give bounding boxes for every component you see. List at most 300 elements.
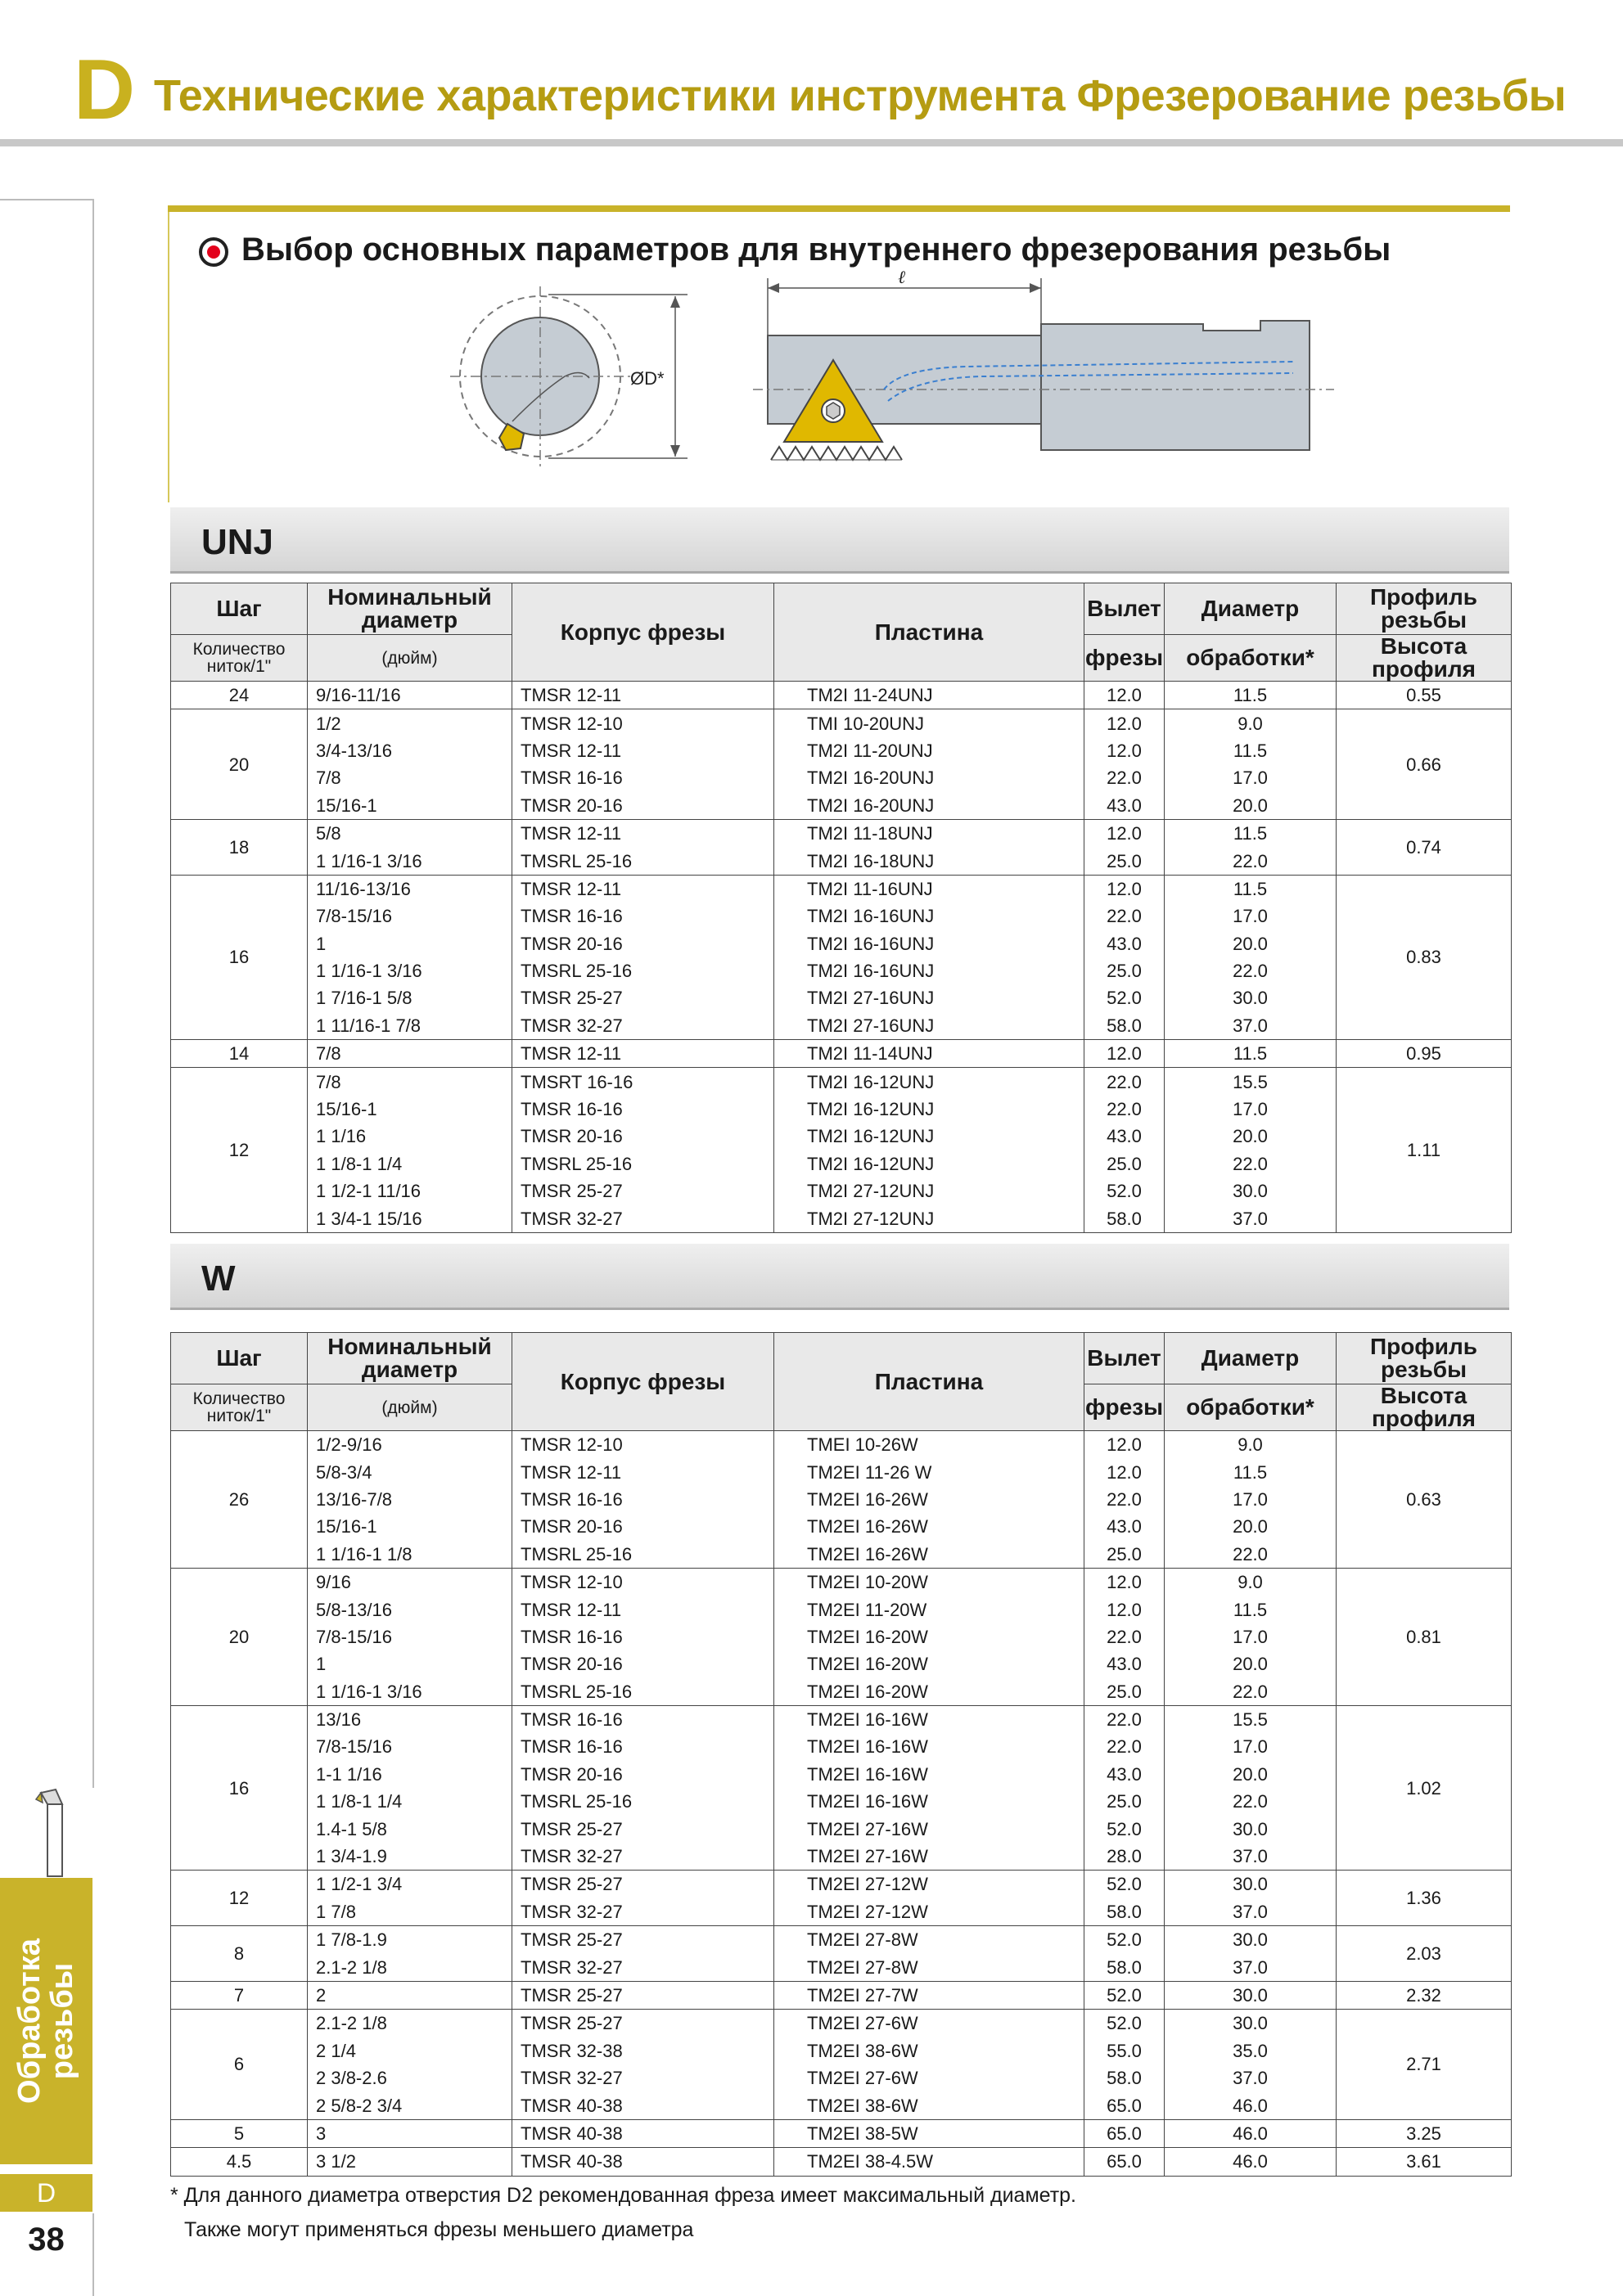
cutter-body-cell: TMSR 32-27 (512, 1843, 774, 1871)
nominal-diameter-cell: 2 1/4 (308, 2037, 512, 2064)
diameter-label: ØD* (630, 368, 665, 389)
machining-diameter-cell: 9.0 (1165, 1568, 1337, 1596)
table-row (171, 2148, 1512, 2176)
machining-diameter-cell: 30.0 (1165, 1815, 1337, 1842)
nominal-diameter-cell: 2.1-2 1/8 (308, 1953, 512, 1981)
machining-diameter-cell: 17.0 (1165, 764, 1337, 791)
col-overhang: Вылет (1084, 583, 1165, 635)
overhang-cell: 55.0 (1084, 2037, 1165, 2064)
machining-diameter-cell: 37.0 (1165, 1898, 1337, 1926)
cutter-body-cell: TMSR 25-27 (512, 1177, 774, 1204)
overhang-cell: 12.0 (1084, 1568, 1165, 1596)
cutter-body-cell: TMSR 32-27 (512, 1012, 774, 1040)
overhang-cell: 22.0 (1084, 1705, 1165, 1733)
profile-height-cell: 1.02 (1337, 1705, 1512, 1870)
overhang-cell: 43.0 (1084, 930, 1165, 957)
machining-diameter-cell: 30.0 (1165, 1871, 1337, 1898)
nominal-diameter-cell: 1 3/4-1.9 (308, 1843, 512, 1871)
overhang-cell: 22.0 (1084, 1068, 1165, 1096)
cutter-body-cell: TMSR 16-16 (512, 1705, 774, 1733)
insert-cell: TM2EI 16-16W (774, 1705, 1084, 1733)
cutter-body-cell: TMSR 40-38 (512, 2148, 774, 2176)
cutter-body-cell: TMSR 32-27 (512, 1953, 774, 1981)
machining-diameter-cell: 22.0 (1165, 1678, 1337, 1706)
table-row (171, 1926, 1512, 1954)
table-row (171, 1513, 1512, 1540)
table-row (171, 1541, 1512, 1569)
insert-cell: TM2I 27-12UNJ (774, 1177, 1084, 1204)
machining-diameter-cell: 17.0 (1165, 1733, 1337, 1760)
profile-height-cell: 2.71 (1337, 2010, 1512, 2120)
insert-cell: TM2EI 27-6W (774, 2064, 1084, 2091)
machining-diameter-cell: 46.0 (1165, 2119, 1337, 2147)
machining-diameter-cell: 35.0 (1165, 2037, 1337, 2064)
table-row (171, 2064, 1512, 2091)
nominal-diameter-cell: 5/8 (308, 819, 512, 847)
insert-cell: TM2I 16-16UNJ (774, 930, 1084, 957)
machining-diameter-cell: 37.0 (1165, 1012, 1337, 1040)
insert-cell: TM2EI 27-12W (774, 1871, 1084, 1898)
overhang-cell: 52.0 (1084, 1815, 1165, 1842)
insert-cell: TM2EI 16-26W (774, 1513, 1084, 1540)
insert-cell: TM2I 16-16UNJ (774, 903, 1084, 930)
table-row (171, 1678, 1512, 1706)
table-row (171, 1788, 1512, 1815)
machining-diameter-cell: 20.0 (1165, 1650, 1337, 1677)
nominal-diameter-cell: 7/8-15/16 (308, 1623, 512, 1650)
table-row (171, 1568, 1512, 1596)
insert-cell: TM2EI 16-26W (774, 1486, 1084, 1513)
overhang-cell: 12.0 (1084, 1458, 1165, 1485)
overhang-cell: 22.0 (1084, 764, 1165, 791)
col-diameter: Диаметр (1165, 1333, 1337, 1384)
table-row (171, 1761, 1512, 1788)
cutter-body-cell: TMSR 32-27 (512, 2064, 774, 2091)
col-pitch-sub: Количество ниток/1" (171, 635, 308, 682)
nominal-diameter-cell: 1 11/16-1 7/8 (308, 1012, 512, 1040)
machining-diameter-cell: 20.0 (1165, 792, 1337, 820)
col-body: Корпус фрезы (512, 1333, 774, 1431)
insert-cell: TM2EI 38-6W (774, 2037, 1084, 2064)
nominal-diameter-cell: 1 3/4-1 15/16 (308, 1204, 512, 1232)
machining-diameter-cell: 37.0 (1165, 1953, 1337, 1981)
section-frame-left (168, 212, 169, 502)
pitch-cell: 12 (171, 1068, 308, 1232)
cutter-body-cell: TMSR 25-27 (512, 1981, 774, 2009)
insert-cell: TM2I 27-12UNJ (774, 1204, 1084, 1232)
section-letter-badge: D (0, 2174, 92, 2212)
machining-diameter-cell: 20.0 (1165, 1761, 1337, 1788)
machining-diameter-cell: 46.0 (1165, 2091, 1337, 2119)
cutter-body-cell: TMSR 16-16 (512, 1486, 774, 1513)
table-row (171, 1431, 1512, 1459)
table-row (171, 764, 1512, 791)
cutter-body-cell: TMSRL 25-16 (512, 1788, 774, 1815)
table-row (171, 875, 1512, 903)
overhang-cell: 25.0 (1084, 1678, 1165, 1706)
insert-cell: TMEI 10-26W (774, 1431, 1084, 1459)
col-pitch-sub: Количество ниток/1" (171, 1384, 308, 1431)
insert-cell: TM2I 27-16UNJ (774, 984, 1084, 1011)
w-section-title: W (201, 1258, 236, 1299)
overhang-cell: 12.0 (1084, 737, 1165, 764)
nominal-diameter-cell: 1 1/16-1 3/16 (308, 1678, 512, 1706)
insert-cell: TM2EI 10-20W (774, 1568, 1084, 1596)
table-row (171, 1898, 1512, 1926)
machining-diameter-cell: 9.0 (1165, 1431, 1337, 1459)
nominal-diameter-cell: 9/16 (308, 1568, 512, 1596)
profile-height-cell: 0.83 (1337, 875, 1512, 1039)
cutter-body-cell: TMSRL 25-16 (512, 1150, 774, 1177)
pitch-cell: 26 (171, 1431, 308, 1569)
col-overhang-sub: фрезы (1084, 1384, 1165, 1431)
overhang-cell: 52.0 (1084, 1926, 1165, 1954)
unj-section-title: UNJ (201, 522, 274, 562)
profile-height-cell: 1.11 (1337, 1068, 1512, 1232)
cutter-body-cell: TMSR 25-27 (512, 984, 774, 1011)
profile-height-cell: 0.66 (1337, 709, 1512, 820)
profile-height-cell: 0.55 (1337, 682, 1512, 709)
overhang-cell: 12.0 (1084, 875, 1165, 903)
nominal-diameter-cell: 1 1/16 (308, 1123, 512, 1150)
cutter-body-cell: TMSR 20-16 (512, 1650, 774, 1677)
machining-diameter-cell: 20.0 (1165, 1123, 1337, 1150)
machining-diameter-cell: 22.0 (1165, 957, 1337, 984)
insert-cell: TM2I 16-16UNJ (774, 957, 1084, 984)
nominal-diameter-cell: 7/8 (308, 764, 512, 791)
table-row (171, 1123, 1512, 1150)
footnote-line-1: * Для данного диаметра отверстия D2 рекомендованная фреза имеет максимальный диаметр. (170, 2184, 1077, 2207)
profile-height-cell: 0.81 (1337, 1568, 1512, 1705)
nominal-diameter-cell: 15/16-1 (308, 1513, 512, 1540)
overhang-cell: 58.0 (1084, 1953, 1165, 1981)
col-overhang-sub: фрезы (1084, 635, 1165, 682)
chapter-letter: D (74, 43, 136, 137)
overhang-cell: 12.0 (1084, 682, 1165, 709)
w-section-bar (170, 1244, 1509, 1310)
table-row (171, 1458, 1512, 1485)
machining-diameter-cell: 20.0 (1165, 930, 1337, 957)
cutter-body-cell: TMSRT 16-16 (512, 1068, 774, 1096)
nominal-diameter-cell: 1 7/8-1.9 (308, 1926, 512, 1954)
profile-height-cell: 0.63 (1337, 1431, 1512, 1569)
nominal-diameter-cell: 2 3/8-2.6 (308, 2064, 512, 2091)
insert-cell: TM2EI 27-6W (774, 2010, 1084, 2037)
insert-cell: TM2I 16-12UNJ (774, 1150, 1084, 1177)
insert-cell: TM2EI 38-4.5W (774, 2148, 1084, 2176)
cutter-body-cell: TMSR 32-27 (512, 1204, 774, 1232)
insert-cell: TM2I 11-14UNJ (774, 1040, 1084, 1068)
pitch-cell: 18 (171, 819, 308, 875)
nominal-diameter-cell: 1 1/8-1 1/4 (308, 1788, 512, 1815)
pitch-cell: 16 (171, 875, 308, 1039)
col-nominal-sub: (дюйм) (308, 635, 512, 682)
col-diameter-sub: обработки* (1165, 635, 1337, 682)
machining-diameter-cell: 30.0 (1165, 984, 1337, 1011)
overhang-cell: 43.0 (1084, 792, 1165, 820)
overhang-cell: 22.0 (1084, 1096, 1165, 1123)
cutter-body-cell: TMSR 32-38 (512, 2037, 774, 2064)
insert-cell: TM2EI 27-8W (774, 1953, 1084, 1981)
page-number: 38 (28, 2222, 65, 2258)
insert-cell: TM2EI 38-6W (774, 2091, 1084, 2119)
overhang-cell: 25.0 (1084, 847, 1165, 875)
section-frame-top (168, 205, 1510, 212)
cutter-body-cell: TMSR 12-11 (512, 682, 774, 709)
insert-cell: TM2I 11-18UNJ (774, 819, 1084, 847)
profile-height-cell: 3.25 (1337, 2119, 1512, 2147)
nominal-diameter-cell: 1 7/16-1 5/8 (308, 984, 512, 1011)
overhang-cell: 12.0 (1084, 1040, 1165, 1068)
table-row (171, 709, 1512, 737)
cutter-body-cell: TMSR 25-27 (512, 1871, 774, 1898)
table-row (171, 1068, 1512, 1096)
insert-cell: TM2EI 16-20W (774, 1650, 1084, 1677)
overhang-cell: 12.0 (1084, 709, 1165, 737)
overhang-cell: 65.0 (1084, 2148, 1165, 2176)
pitch-cell: 7 (171, 1981, 308, 2009)
overhang-cell: 25.0 (1084, 957, 1165, 984)
overhang-cell: 58.0 (1084, 1898, 1165, 1926)
pitch-cell: 16 (171, 1705, 308, 1870)
insert-cell: TM2EI 16-20W (774, 1623, 1084, 1650)
nominal-diameter-cell: 1 1/16-1 3/16 (308, 957, 512, 984)
machining-diameter-cell: 17.0 (1165, 1096, 1337, 1123)
overhang-cell: 43.0 (1084, 1650, 1165, 1677)
cutter-body-cell: TMSR 20-16 (512, 1761, 774, 1788)
insert-cell: TM2I 16-12UNJ (774, 1123, 1084, 1150)
overhang-cell: 25.0 (1084, 1150, 1165, 1177)
table-row (171, 2010, 1512, 2037)
table-row (171, 2119, 1512, 2147)
profile-height-cell: 2.03 (1337, 1926, 1512, 1982)
machining-diameter-cell: 22.0 (1165, 847, 1337, 875)
cutter-body-cell: TMSR 40-38 (512, 2119, 774, 2147)
margin-line (92, 200, 94, 1788)
col-nominal: Номинальный диаметр (308, 1333, 512, 1384)
overhang-cell: 52.0 (1084, 1177, 1165, 1204)
col-pitch: Шаг (171, 1333, 308, 1384)
insert-cell: TM2I 16-18UNJ (774, 847, 1084, 875)
nominal-diameter-cell: 1 1/2-1 3/4 (308, 1871, 512, 1898)
cutter-body-cell: TMSR 12-11 (512, 1596, 774, 1623)
machining-diameter-cell: 37.0 (1165, 2064, 1337, 2091)
nominal-diameter-cell: 11/16-13/16 (308, 875, 512, 903)
pitch-cell: 24 (171, 682, 308, 709)
length-label: ℓ (898, 270, 906, 287)
machining-diameter-cell: 11.5 (1165, 737, 1337, 764)
machining-diameter-cell: 9.0 (1165, 709, 1337, 737)
cutter-body-cell: TMSR 20-16 (512, 1123, 774, 1150)
machining-diameter-cell: 15.5 (1165, 1068, 1337, 1096)
nominal-diameter-cell: 5/8-3/4 (308, 1458, 512, 1485)
nominal-diameter-cell: 7/8-15/16 (308, 1733, 512, 1760)
machining-diameter-cell: 30.0 (1165, 2010, 1337, 2037)
nominal-diameter-cell: 9/16-11/16 (308, 682, 512, 709)
nominal-diameter-cell: 15/16-1 (308, 1096, 512, 1123)
machining-diameter-cell: 11.5 (1165, 1596, 1337, 1623)
boring-bar-icon (31, 1788, 80, 1878)
cutter-body-cell: TMSRL 25-16 (512, 1541, 774, 1569)
machining-diameter-cell: 11.5 (1165, 682, 1337, 709)
table-row (171, 1705, 1512, 1733)
pitch-cell: 20 (171, 709, 308, 820)
machining-diameter-cell: 15.5 (1165, 1705, 1337, 1733)
cutter-body-cell: TMSRL 25-16 (512, 1678, 774, 1706)
nominal-diameter-cell: 5/8-13/16 (308, 1596, 512, 1623)
cutter-body-cell: TMSR 25-27 (512, 1926, 774, 1954)
machining-diameter-cell: 30.0 (1165, 1926, 1337, 1954)
col-profile: Профиль резьбы (1337, 1333, 1512, 1384)
nominal-diameter-cell: 7/8 (308, 1068, 512, 1096)
insert-cell: TM2I 16-20UNJ (774, 792, 1084, 820)
pitch-cell: 5 (171, 2119, 308, 2147)
table-row (171, 1096, 1512, 1123)
insert-cell: TM2EI 27-12W (774, 1898, 1084, 1926)
nominal-diameter-cell: 1 1/8-1 1/4 (308, 1150, 512, 1177)
table-row (171, 984, 1512, 1011)
cutter-body-cell: TMSR 12-10 (512, 1431, 774, 1459)
nominal-diameter-cell: 3 (308, 2119, 512, 2147)
nominal-diameter-cell: 7/8-15/16 (308, 903, 512, 930)
nominal-diameter-cell: 2.1-2 1/8 (308, 2010, 512, 2037)
col-profile-sub: Высота профиля (1337, 1384, 1512, 1431)
insert-cell: TM2I 11-16UNJ (774, 875, 1084, 903)
insert-cell: TM2EI 38-5W (774, 2119, 1084, 2147)
col-profile-sub: Высота профиля (1337, 635, 1512, 682)
pitch-cell: 6 (171, 2010, 308, 2120)
insert-cell: TM2EI 11-20W (774, 1596, 1084, 1623)
insert-cell: TM2EI 16-16W (774, 1733, 1084, 1760)
table-row (171, 1623, 1512, 1650)
nominal-diameter-cell: 15/16-1 (308, 792, 512, 820)
table-row (171, 1843, 1512, 1871)
overhang-cell: 22.0 (1084, 1733, 1165, 1760)
machining-diameter-cell: 20.0 (1165, 1513, 1337, 1540)
col-diameter: Диаметр (1165, 583, 1337, 635)
nominal-diameter-cell: 7/8 (308, 1040, 512, 1068)
chapter-tab-label (0, 1878, 92, 2164)
cutter-body-cell: TMSR 16-16 (512, 903, 774, 930)
insert-cell: TM2I 11-24UNJ (774, 682, 1084, 709)
footnote-line-2: Также могут применяться фрезы меньшего диаметра (184, 2218, 694, 2241)
table-row (171, 737, 1512, 764)
nominal-diameter-cell: 2 5/8-2 3/4 (308, 2091, 512, 2119)
unj-table (170, 583, 1512, 1233)
cutter-body-cell: TMSR 12-11 (512, 1458, 774, 1485)
table-row (171, 1815, 1512, 1842)
tool-diagram (442, 270, 1342, 491)
nominal-diameter-cell: 1 (308, 930, 512, 957)
overhang-cell: 28.0 (1084, 1843, 1165, 1871)
table-row (171, 1733, 1512, 1760)
overhang-cell: 65.0 (1084, 2119, 1165, 2147)
table-row (171, 1486, 1512, 1513)
machining-diameter-cell: 11.5 (1165, 875, 1337, 903)
nominal-diameter-cell: 1 7/8 (308, 1898, 512, 1926)
col-nominal: Номинальный диаметр (308, 583, 512, 635)
table-row (171, 1177, 1512, 1204)
insert-cell: TM2I 11-20UNJ (774, 737, 1084, 764)
machining-diameter-cell: 11.5 (1165, 1458, 1337, 1485)
overhang-cell: 52.0 (1084, 984, 1165, 1011)
cutter-body-cell: TMSR 12-10 (512, 1568, 774, 1596)
insert-cell: TM2EI 27-16W (774, 1815, 1084, 1842)
insert-cell: TM2I 16-12UNJ (774, 1068, 1084, 1096)
col-insert: Пластина (774, 583, 1084, 682)
table-row (171, 1871, 1512, 1898)
nominal-diameter-cell: 1 1/2-1 11/16 (308, 1177, 512, 1204)
table-row (171, 957, 1512, 984)
table-row (171, 930, 1512, 957)
col-body: Корпус фрезы (512, 583, 774, 682)
nominal-diameter-cell: 1 (308, 1650, 512, 1677)
col-insert: Пластина (774, 1333, 1084, 1431)
table-row (171, 682, 1512, 709)
cutter-body-cell: TMSR 12-11 (512, 875, 774, 903)
cutter-body-cell: TMSR 16-16 (512, 764, 774, 791)
cutter-body-cell: TMSRL 25-16 (512, 847, 774, 875)
cutter-body-cell: TMSR 20-16 (512, 1513, 774, 1540)
cutter-body-cell: TMSR 16-16 (512, 1623, 774, 1650)
nominal-diameter-cell: 1.4-1 5/8 (308, 1815, 512, 1842)
machining-diameter-cell: 37.0 (1165, 1204, 1337, 1232)
table-row (171, 2091, 1512, 2119)
table-row (171, 1012, 1512, 1040)
overhang-cell: 58.0 (1084, 1204, 1165, 1232)
machining-diameter-cell: 22.0 (1165, 1788, 1337, 1815)
overhang-cell: 25.0 (1084, 1788, 1165, 1815)
overhang-cell: 43.0 (1084, 1761, 1165, 1788)
insert-cell: TM2I 27-16UNJ (774, 1012, 1084, 1040)
machining-diameter-cell: 17.0 (1165, 1486, 1337, 1513)
table-row (171, 847, 1512, 875)
insert-cell: TM2EI 27-16W (774, 1843, 1084, 1871)
insert-cell: TMI 10-20UNJ (774, 709, 1084, 737)
pitch-cell: 4.5 (171, 2148, 308, 2176)
overhang-cell: 12.0 (1084, 1596, 1165, 1623)
section-title: Выбор основных параметров для внутреннего фрезерования резьбы (241, 232, 1391, 268)
machining-diameter-cell: 46.0 (1165, 2148, 1337, 2176)
machining-diameter-cell: 22.0 (1165, 1541, 1337, 1569)
insert-cell: TM2I 16-20UNJ (774, 764, 1084, 791)
profile-height-cell: 0.95 (1337, 1040, 1512, 1068)
nominal-diameter-cell: 13/16-7/8 (308, 1486, 512, 1513)
overhang-cell: 43.0 (1084, 1513, 1165, 1540)
pitch-cell: 12 (171, 1871, 308, 1926)
machining-diameter-cell: 30.0 (1165, 1177, 1337, 1204)
insert-cell: TM2EI 27-7W (774, 1981, 1084, 2009)
header-divider (0, 139, 1623, 146)
overhang-cell: 25.0 (1084, 1541, 1165, 1569)
cutter-body-cell: TMSR 12-10 (512, 709, 774, 737)
cutter-body-cell: TMSR 20-16 (512, 930, 774, 957)
insert-cell: TM2EI 16-26W (774, 1541, 1084, 1569)
nominal-diameter-cell: 3 1/2 (308, 2148, 512, 2176)
insert-cell: TM2EI 16-20W (774, 1678, 1084, 1706)
margin-line-bottom (92, 2213, 94, 2296)
overhang-cell: 12.0 (1084, 819, 1165, 847)
nominal-diameter-cell: 13/16 (308, 1705, 512, 1733)
overhang-cell: 12.0 (1084, 1431, 1165, 1459)
nominal-diameter-cell: 1/2-9/16 (308, 1431, 512, 1459)
overhang-cell: 22.0 (1084, 1486, 1165, 1513)
machining-diameter-cell: 11.5 (1165, 819, 1337, 847)
chapter-tab-line1: Обработка (12, 1938, 47, 2104)
table-row (171, 903, 1512, 930)
profile-height-cell: 3.61 (1337, 2148, 1512, 2176)
col-pitch: Шаг (171, 583, 308, 635)
